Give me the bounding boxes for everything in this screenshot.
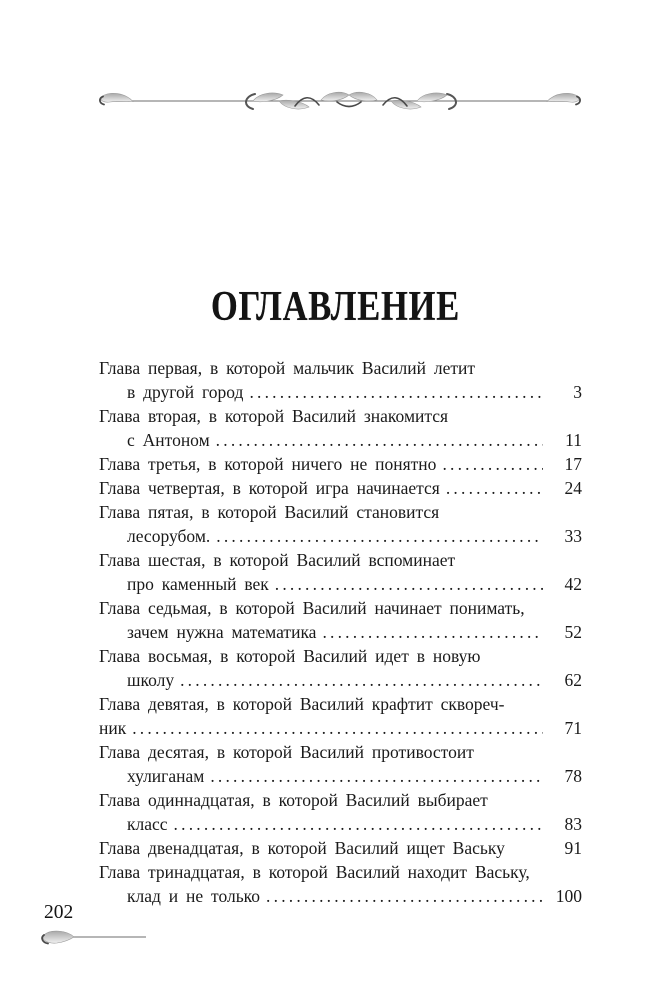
toc-line xyxy=(99,812,582,836)
toc-line xyxy=(99,668,582,692)
toc-page-number: 3 xyxy=(573,382,582,402)
toc-line xyxy=(99,572,582,596)
toc-line xyxy=(99,524,582,548)
dot-leader xyxy=(216,524,543,548)
folio-page-number: 202 xyxy=(44,902,74,923)
toc-page-number: 33 xyxy=(564,526,582,546)
toc-page-number: 100 xyxy=(555,886,582,906)
page-title: ОГЛАВЛЕНИЕ xyxy=(210,284,461,330)
toc-line-text: класс xyxy=(127,814,168,834)
toc-page-number: 91 xyxy=(564,838,582,858)
toc-list xyxy=(99,356,582,908)
toc-line-text: лесорубом. xyxy=(127,526,211,546)
toc-line xyxy=(99,692,582,716)
dot-leader xyxy=(216,428,543,452)
toc-line-text: Глава восьмая, в которой Василий идет в новую xyxy=(99,646,481,666)
toc-line-text: Глава десятая, в которой Василий противостоит xyxy=(99,742,474,762)
toc-page-number: 83 xyxy=(564,814,582,834)
toc-line-text: Глава четвертая, в которой игра начинается xyxy=(99,478,440,498)
toc-line xyxy=(99,860,582,884)
toc-line-text: Глава пятая, в которой Василий становится xyxy=(99,502,440,522)
toc-line xyxy=(99,452,582,476)
toc-page-number: 11 xyxy=(565,430,582,450)
toc-line-text: Глава одиннадцатая, в которой Василий выбирает xyxy=(99,790,488,810)
toc-line xyxy=(99,476,582,500)
toc-line xyxy=(99,500,582,524)
toc-line xyxy=(99,740,582,764)
toc-page-number: 24 xyxy=(564,478,582,498)
toc-line-text: Глава двенадцатая, в которой Василий ищет Ваську xyxy=(99,838,505,858)
toc-line-text: клад и не только xyxy=(127,886,261,906)
toc-line-text: Глава девятая, в которой Василий крафтит сквореч- xyxy=(99,694,505,714)
toc-line-text: Глава третья, в которой ничего не понятно xyxy=(99,454,437,474)
toc-line xyxy=(99,596,582,620)
toc-page-number: 17 xyxy=(564,454,582,474)
dot-leader xyxy=(249,380,543,404)
toc-line xyxy=(99,356,582,380)
dot-leader xyxy=(174,812,543,836)
toc-line-text: в другой город xyxy=(127,382,244,402)
toc-line xyxy=(99,884,582,908)
toc-page-number: 78 xyxy=(564,766,582,786)
toc-line xyxy=(99,764,582,788)
toc-line xyxy=(99,788,582,812)
toc-line xyxy=(99,644,582,668)
toc-line xyxy=(99,836,582,860)
toc-line xyxy=(99,428,582,452)
toc-line xyxy=(99,716,582,740)
toc-line-text: Глава шестая, в которой Василий вспоминает xyxy=(99,550,456,570)
toc-line-text: про каменный век xyxy=(127,574,269,594)
dot-leader xyxy=(266,884,543,908)
toc-line-text: школу xyxy=(127,670,175,690)
toc-line-text: Глава тринадцатая, в которой Василий находит Ваську, xyxy=(99,862,530,882)
toc-line xyxy=(99,548,582,572)
toc-line-text: Глава вторая, в которой Василий знакомится xyxy=(99,406,449,426)
toc-line-text: Глава седьмая, в которой Василий начинает понимать, xyxy=(99,598,525,618)
toc-page-number: 52 xyxy=(564,622,582,642)
dot-leader xyxy=(442,452,543,476)
toc-line-text: зачем нужна математика xyxy=(127,622,317,642)
toc-line xyxy=(99,380,582,404)
toc-page-number: 71 xyxy=(564,718,582,738)
toc-line-text: хулиганам xyxy=(127,766,205,786)
dot-leader xyxy=(210,764,543,788)
toc-page-number: 62 xyxy=(564,670,582,690)
dot-leader xyxy=(446,476,543,500)
leaf-flourish-icon xyxy=(38,928,150,950)
toc-line-text: с Антоном xyxy=(127,430,210,450)
dot-leader xyxy=(180,668,543,692)
vine-divider-icon xyxy=(95,84,585,118)
dot-leader xyxy=(275,572,543,596)
toc-line xyxy=(99,404,582,428)
toc-line xyxy=(99,620,582,644)
toc-line-text: Глава первая, в которой мальчик Василий летит xyxy=(99,358,476,378)
toc-page-number: 42 xyxy=(564,574,582,594)
dot-leader xyxy=(322,620,543,644)
toc-line-text: ник xyxy=(99,718,127,738)
dot-leader xyxy=(132,716,543,740)
